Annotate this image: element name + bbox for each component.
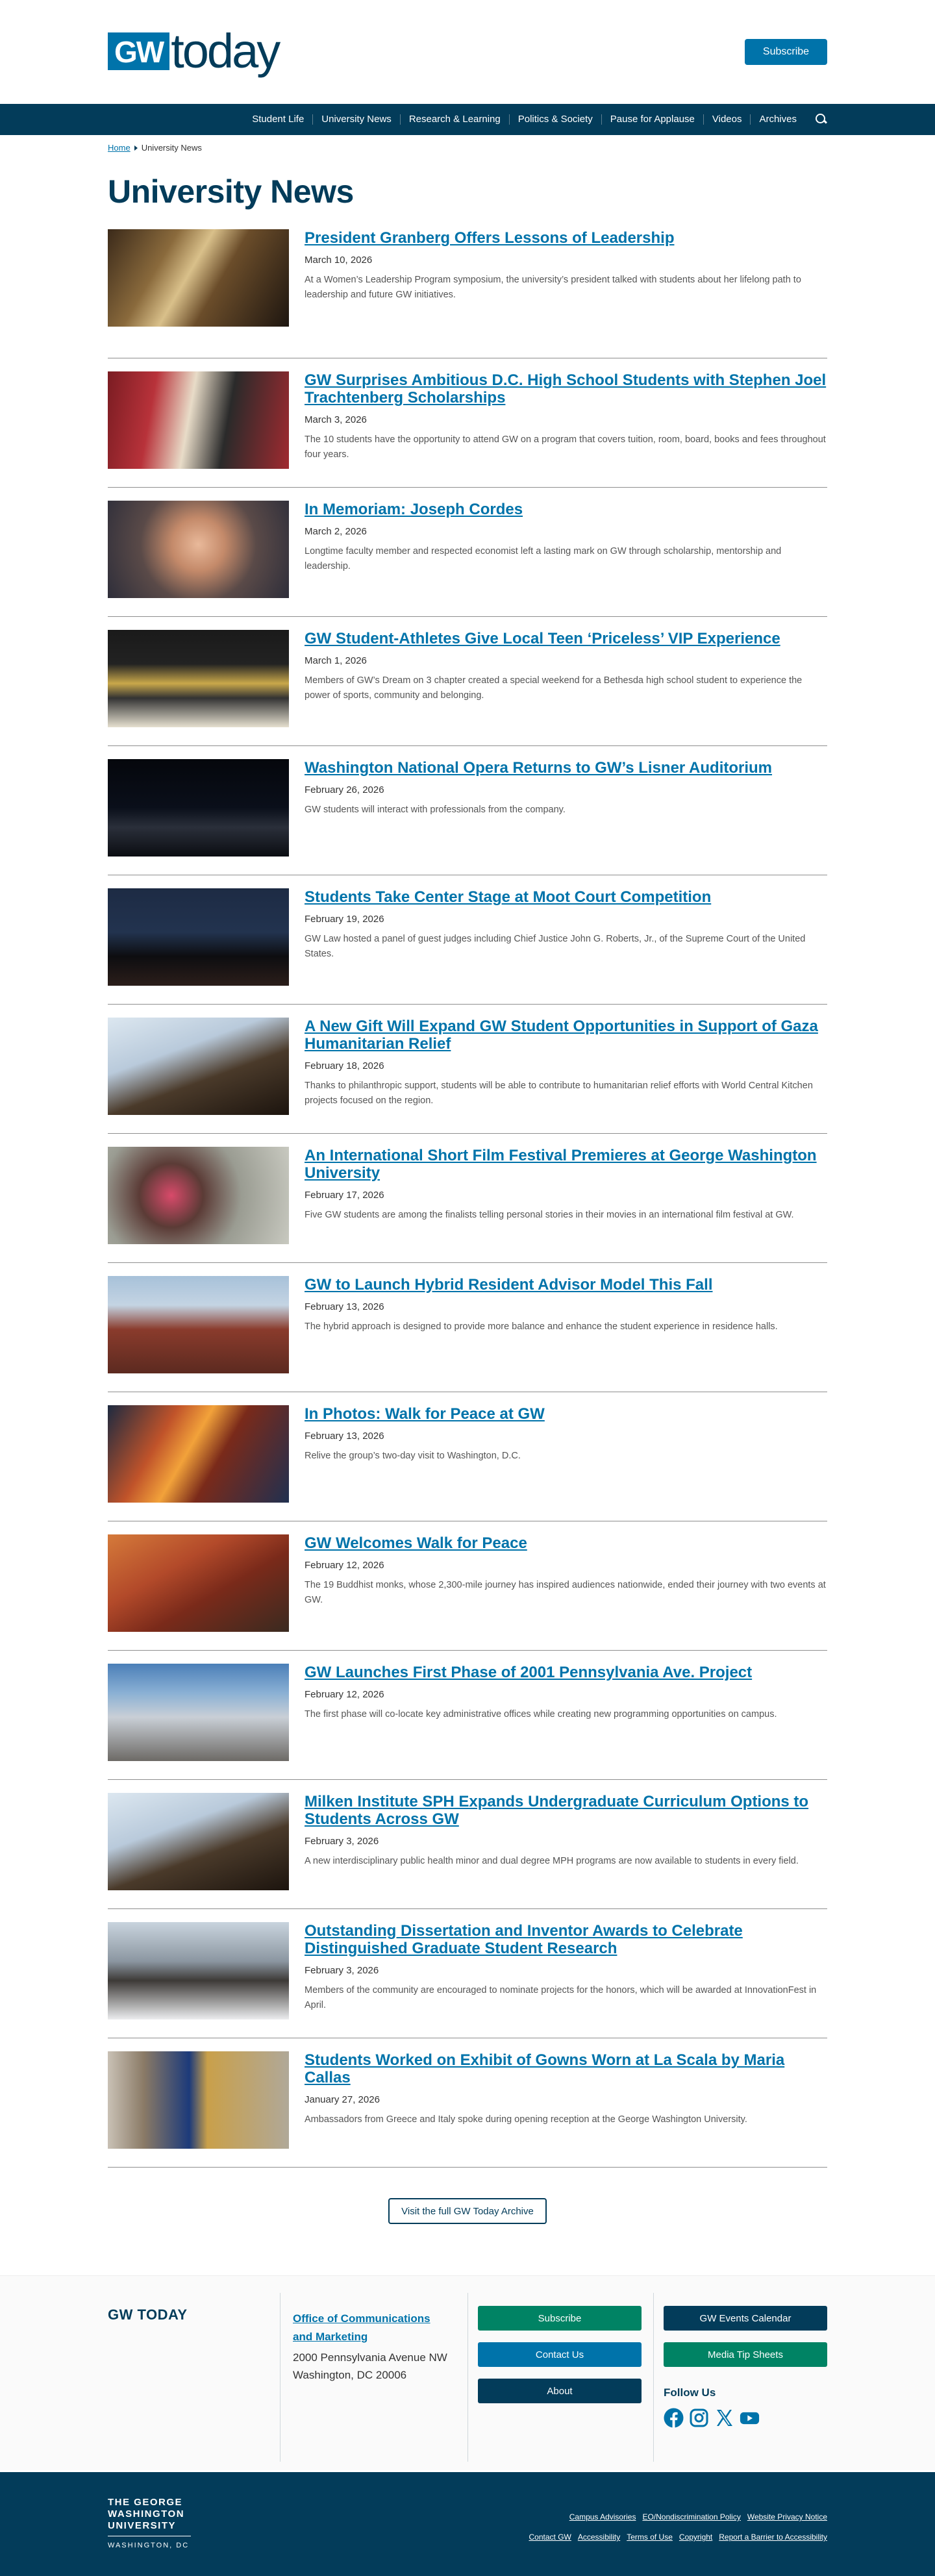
facebook-icon[interactable]	[664, 2408, 684, 2428]
article-summary: At a Women’s Leadership Program symposium, the university’s president talked with students about her lifelong path to leadership and future GW initiatives.	[305, 275, 801, 300]
article-item	[108, 1780, 827, 1909]
nav-list	[243, 114, 805, 125]
nav-item[interactable]: Videos	[703, 114, 751, 125]
article-summary: Longtime faculty member and respected economist left a lasting mark on GW through scholarship, mentorship and leadership.	[305, 546, 782, 571]
breadcrumb-current: University News	[141, 143, 202, 153]
article-item	[108, 229, 827, 358]
article-title-link[interactable]: Washington National Opera Returns to GW’s Lisner Auditorium	[305, 759, 773, 777]
legal-link[interactable]: Terms of Use	[627, 2532, 673, 2542]
x-icon[interactable]	[714, 2408, 734, 2428]
article-thumbnail[interactable]	[108, 1664, 289, 1761]
article-list	[108, 229, 827, 2168]
article-body	[305, 1276, 827, 1392]
legal-link[interactable]: Copyright	[679, 2532, 713, 2542]
legal-link[interactable]: Accessibility	[577, 2532, 621, 2542]
article-date: February 13, 2026	[305, 1431, 384, 1442]
article-title-link[interactable]: In Photos: Walk for Peace at GW	[305, 1405, 545, 1423]
article-body	[305, 371, 827, 487]
follow-us-label: Follow Us	[664, 2386, 716, 2399]
instagram-icon[interactable]	[689, 2408, 709, 2428]
legal-link[interactable]: EO/Nondiscrimination Policy	[642, 2512, 741, 2521]
article-thumbnail[interactable]	[108, 371, 289, 469]
article-thumbnail[interactable]	[108, 501, 289, 598]
article-thumbnail[interactable]	[108, 759, 289, 857]
gwu-logo[interactable]	[108, 2497, 191, 2551]
search-icon[interactable]	[814, 113, 827, 126]
article-summary: Members of the community are encouraged to nominate projects for the honors, which will be awarded at InnovationFest in April.	[305, 1985, 817, 2010]
legal-link[interactable]: Campus Advisories	[569, 2512, 636, 2521]
events-calendar-button[interactable]: GW Events Calendar	[664, 2306, 827, 2331]
article-title-link[interactable]: Milken Institute SPH Expands Undergraduate Curriculum Options to Students Across GW	[305, 1793, 809, 1828]
page-title: University News	[108, 173, 354, 210]
article-date: March 2, 2026	[305, 526, 367, 537]
article-summary: A new interdisciplinary public health minor and dual degree MPH programs are now available to students in every field.	[305, 1856, 799, 1866]
article-title-link[interactable]: President Granberg Offers Lessons of Leadership	[305, 229, 675, 247]
gwu-logo-location: WASHINGTON, DC	[108, 2536, 191, 2551]
article-item	[108, 1134, 827, 1263]
article-summary: The hybrid approach is designed to provide more balance and enhance the student experience in residence halls.	[305, 1321, 778, 1332]
article-thumbnail[interactable]	[108, 1922, 289, 2020]
article-body	[305, 759, 827, 875]
article-thumbnail[interactable]	[108, 229, 289, 327]
address-line-2: Washington, DC 20006	[293, 2369, 407, 2381]
article-title-link[interactable]: A New Gift Will Expand GW Student Opportunities in Support of Gaza Humanitarian Relief	[305, 1018, 818, 1053]
article-date: February 13, 2026	[305, 1301, 384, 1312]
article-body	[305, 630, 827, 745]
article-summary: Ambassadors from Greece and Italy spoke during opening reception at the George Washington University.	[305, 2114, 747, 2125]
breadcrumb	[108, 143, 202, 153]
article-thumbnail[interactable]	[108, 1018, 289, 1115]
article-item	[108, 1005, 827, 1134]
nav-item[interactable]: Politics & Society	[509, 114, 601, 125]
article-item	[108, 1263, 827, 1392]
article-body	[305, 1534, 827, 1650]
article-thumbnail[interactable]	[108, 1405, 289, 1503]
article-thumbnail[interactable]	[108, 630, 289, 727]
article-summary: GW Law hosted a panel of guest judges including Chief Justice John G. Roberts, Jr., of the Supreme Court of the United States.	[305, 934, 806, 959]
youtube-icon[interactable]	[740, 2408, 760, 2428]
article-thumbnail[interactable]	[108, 2051, 289, 2149]
article-title-link[interactable]: An International Short Film Festival Premieres at George Washington University	[305, 1147, 817, 1182]
media-tip-sheets-button[interactable]: Media Tip Sheets	[664, 2342, 827, 2367]
article-date: February 3, 2026	[305, 1965, 379, 1976]
legal-link[interactable]: Contact GW	[529, 2532, 571, 2542]
legal-links-row	[529, 2532, 828, 2542]
breadcrumb-home-link[interactable]: Home	[108, 143, 131, 153]
article-date: February 17, 2026	[305, 1190, 384, 1201]
article-body	[305, 1147, 827, 1262]
gwu-logo-line: THE GEORGE	[108, 2497, 183, 2508]
chevron-right-icon	[134, 145, 138, 151]
article-summary: GW students will interact with professionals from the company.	[305, 805, 566, 815]
article-item	[108, 488, 827, 617]
contact-us-button[interactable]: Contact Us	[478, 2342, 642, 2367]
article-title-link[interactable]: Outstanding Dissertation and Inventor Awards to Celebrate Distinguished Graduate Student Research	[305, 1922, 743, 1957]
main-nav	[0, 104, 935, 135]
article-title-link[interactable]: Students Take Center Stage at Moot Court Competition	[305, 888, 712, 906]
article-item	[108, 1521, 827, 1651]
article-thumbnail[interactable]	[108, 888, 289, 986]
gw-today-logo[interactable]	[108, 24, 279, 78]
article-date: February 12, 2026	[305, 1689, 384, 1700]
article-summary: The 19 Buddhist monks, whose 2,300-mile journey has inspired audiences nationwide, ended their journey with two events at GW.	[305, 1580, 826, 1605]
article-title-link[interactable]: GW Student-Athletes Give Local Teen ‘Priceless’ VIP Experience	[305, 630, 780, 647]
nav-item[interactable]: Archives	[750, 114, 805, 125]
gwu-logo-line: WASHINGTON	[108, 2508, 185, 2520]
article-date: March 3, 2026	[305, 414, 367, 425]
article-item	[108, 1651, 827, 1780]
article-date: March 10, 2026	[305, 255, 373, 266]
article-title-link[interactable]: GW to Launch Hybrid Resident Advisor Model This Fall	[305, 1276, 713, 1294]
logo-gw-box: GW	[108, 32, 169, 70]
article-title-link[interactable]: GW Welcomes Walk for Peace	[305, 1534, 527, 1552]
article-body	[305, 1018, 827, 1133]
nav-item[interactable]: Student Life	[252, 114, 305, 125]
logo-today-text: today	[171, 24, 279, 78]
article-date: February 18, 2026	[305, 1060, 384, 1071]
article-title-link[interactable]: GW Launches First Phase of 2001 Pennsylvania Ave. Project	[305, 1664, 753, 1681]
article-item	[108, 875, 827, 1005]
university-footer	[0, 2472, 935, 2576]
article-body	[305, 1793, 827, 1908]
nav-item[interactable]: Pause for Applause	[601, 114, 703, 125]
social-links	[664, 2408, 760, 2428]
article-summary: The 10 students have the opportunity to attend GW on a program that covers tuition, room, board, books and fees throughout four years.	[305, 434, 826, 460]
article-thumbnail[interactable]	[108, 1147, 289, 1244]
article-body	[305, 888, 827, 1004]
article-date: February 3, 2026	[305, 1836, 379, 1847]
address-line-1: 2000 Pennsylvania Avenue NW	[293, 2351, 447, 2364]
legal-link[interactable]: Report a Barrier to Accessibility	[719, 2532, 827, 2542]
gwu-logo-line: UNIVERSITY	[108, 2520, 177, 2531]
article-date: February 19, 2026	[305, 914, 384, 925]
article-body	[305, 1664, 827, 1779]
article-thumbnail[interactable]	[108, 1534, 289, 1632]
article-item	[108, 746, 827, 875]
article-thumbnail[interactable]	[108, 1793, 289, 1890]
article-summary: Relive the group’s two-day visit to Washington, D.C.	[305, 1451, 521, 1461]
article-summary: Members of GW’s Dream on 3 chapter created a special weekend for a Bethesda high school student to experience the power of sports, community and belonging.	[305, 675, 803, 701]
nav-item[interactable]: University News	[312, 114, 400, 125]
article-title-link[interactable]: Students Worked on Exhibit of Gowns Worn at La Scala by Maria Callas	[305, 2051, 785, 2086]
article-body	[305, 1405, 827, 1521]
about-button[interactable]: About	[478, 2379, 642, 2403]
article-title-link[interactable]: In Memoriam: Joseph Cordes	[305, 501, 523, 518]
article-thumbnail[interactable]	[108, 1276, 289, 1373]
article-item	[108, 358, 827, 488]
article-body	[305, 1922, 827, 2038]
article-date: February 26, 2026	[305, 784, 384, 795]
article-date: March 1, 2026	[305, 655, 367, 666]
footer-brand: GW TODAY	[108, 2307, 188, 2323]
site-header	[0, 0, 935, 104]
article-title-link[interactable]: GW Surprises Ambitious D.C. High School Students with Stephen Joel Trachtenberg Scholarships	[305, 371, 827, 406]
article-body	[305, 229, 827, 358]
subscribe-button[interactable]: Subscribe	[745, 39, 827, 65]
footer-divider	[653, 2293, 654, 2462]
footer-address	[293, 2349, 447, 2384]
legal-links-row	[569, 2512, 827, 2521]
site-footer	[0, 2275, 935, 2470]
article-body	[305, 2051, 827, 2167]
article-item	[108, 2038, 827, 2168]
article-item	[108, 1392, 827, 1521]
footer-subscribe-button[interactable]: Subscribe	[478, 2306, 642, 2331]
article-summary: Thanks to philanthropic support, students will be able to contribute to humanitarian relief efforts with World Central Kitchen projects focused on the region.	[305, 1081, 813, 1106]
article-item	[108, 1909, 827, 2038]
legal-link[interactable]: Website Privacy Notice	[747, 2512, 827, 2521]
article-date: January 27, 2026	[305, 2094, 380, 2105]
nav-item[interactable]: Research & Learning	[400, 114, 509, 125]
article-date: February 12, 2026	[305, 1560, 384, 1571]
article-summary: Five GW students are among the finalists telling personal stories in their movies in an international film festival at GW.	[305, 1210, 794, 1220]
article-body	[305, 501, 827, 616]
article-summary: The first phase will co-locate key administrative offices while creating new programming opportunities on campus.	[305, 1709, 777, 1719]
archive-button[interactable]: Visit the full GW Today Archive	[388, 2198, 547, 2224]
office-link[interactable]: Office of Communications and Marketing	[293, 2312, 430, 2343]
article-item	[108, 617, 827, 746]
